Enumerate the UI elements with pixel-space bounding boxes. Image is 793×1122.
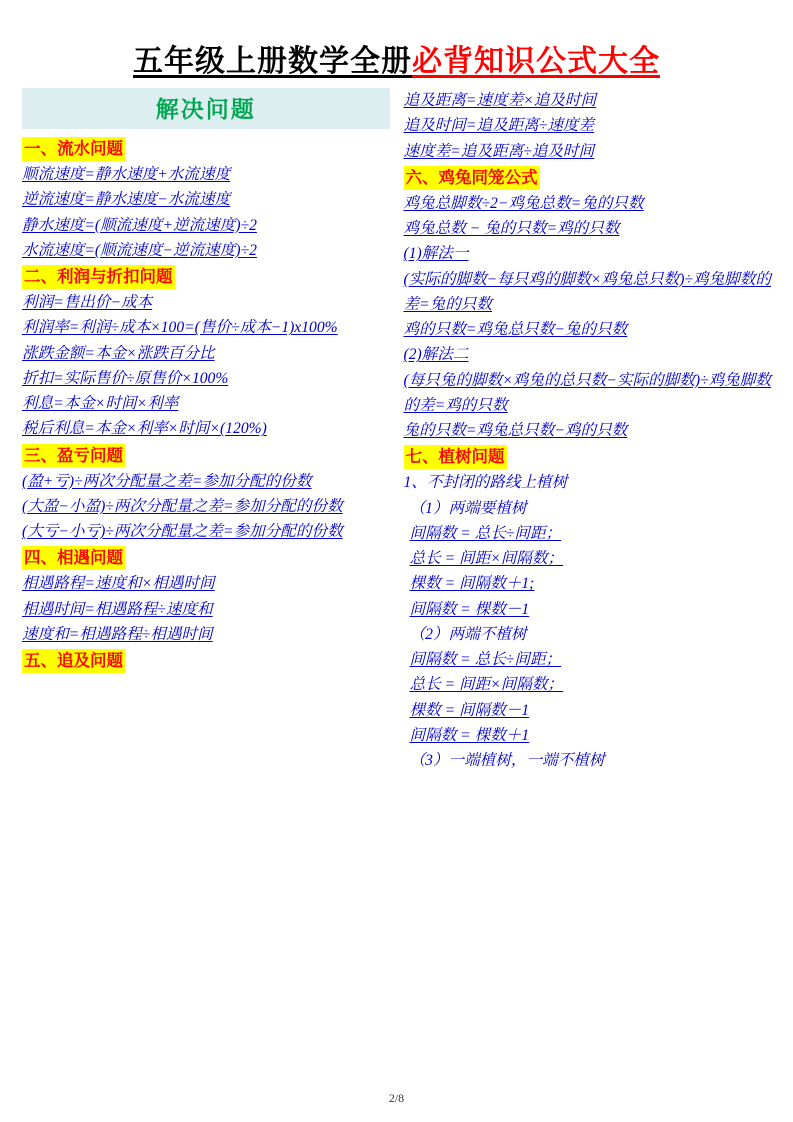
formula-line: 间隔数 = 棵数＋1 — [409, 726, 530, 744]
formula-line: 速度差=追及距离÷追及时间 — [403, 142, 595, 160]
formula-line: (1)解法一 — [403, 245, 469, 263]
formula-line: 间隔数 = 棵数－1 — [409, 600, 530, 618]
formula-line: 兔的只数=鸡兔总只数−鸡的只数 — [403, 422, 628, 439]
heading-group — [404, 443, 772, 470]
formula-line: 折扣=实际售价÷原售价×100% — [22, 369, 229, 387]
left-column — [22, 88, 390, 773]
formula-line: （2）两端不植树 — [409, 625, 527, 643]
formula-line: 逆流速度=静水速度−水流速度 — [22, 191, 231, 209]
page-title — [22, 36, 771, 80]
section-heading: 七、植树问题 — [404, 445, 507, 469]
formula-line: （3）一端植树，一端不植树 — [409, 752, 605, 769]
formula-line: 涨跌金额=本金×涨跌百分比 — [22, 344, 215, 362]
formula-line: (每只兔的脚数×鸡兔的总只数−实际的脚数)÷鸡兔脚数的差=鸡的只数 — [403, 371, 771, 414]
formula-line: 棵数 = 间隔数－1 — [409, 701, 530, 719]
heading-group — [22, 647, 390, 674]
formula-line: 鸡的只数=鸡兔总只数−兔的只数 — [403, 321, 628, 338]
section-heading: 四、相遇问题 — [22, 546, 125, 570]
formula-line: 间隔数 = 总长÷间距； — [409, 651, 562, 668]
page-number: 2/8 — [388, 1091, 405, 1105]
section-heading: 二、利润与折扣问题 — [22, 265, 175, 289]
formula-line: 间隔数 = 总长÷间距； — [409, 524, 562, 542]
section-heading: 五、追及问题 — [22, 649, 125, 673]
formula-line: (大盈−小盈)÷两次分配量之差=参加分配的份数 — [22, 497, 343, 515]
formula-line: 税后利息=本金×利率×时间×(120%) — [22, 420, 267, 438]
formula-line: 水流速度=(顺流速度−逆流速度)÷2 — [22, 241, 257, 259]
formula-line: 追及距离=速度差×追及时间 — [403, 92, 597, 109]
formula-line: 静水速度=(顺流速度+逆流速度)÷2 — [22, 216, 257, 234]
heading-group — [22, 544, 390, 571]
formula-line: （1）两端要植树 — [409, 499, 527, 517]
formula-line: 相遇路程=速度和×相遇时间 — [22, 575, 215, 593]
section-heading: 三、盈亏问题 — [22, 444, 125, 468]
section-heading: 一、流水问题 — [22, 137, 125, 161]
formula-line: 总长 = 间距×间隔数； — [409, 676, 564, 694]
formula-line: 鸡兔总数 − 兔的只数=鸡的只数 — [403, 220, 620, 237]
heading-group — [22, 442, 390, 469]
formula-line: 总长 = 间距×间隔数； — [409, 550, 564, 567]
formula-line: 1、不封闭的路线上植树 — [403, 474, 568, 492]
heading-group — [404, 164, 772, 191]
heading-group — [22, 135, 390, 162]
formula-line: 相遇时间=相遇路程÷速度和 — [22, 600, 213, 618]
two-column-body — [22, 88, 771, 773]
heading-group — [22, 263, 390, 290]
section-banner-label: 解决问题 — [155, 97, 256, 122]
formula-line: 利润率=利润÷成本×100=(售价÷成本−1)x100% — [22, 319, 338, 337]
formula-line: 利润=售出价−成本 — [22, 294, 153, 311]
formula-line: 棵数 = 间隔数＋1; — [409, 575, 535, 593]
formula-line: (盈+亏)÷两次分配量之差=参加分配的份数 — [22, 472, 312, 490]
formula-line: (2)解法二 — [403, 346, 469, 364]
formula-line: 速度和=相遇路程÷相遇时间 — [22, 625, 213, 643]
formula-line: (实际的脚数−每只鸡的脚数×鸡兔总只数)÷鸡兔脚数的差=兔的只数 — [403, 270, 771, 313]
formula-line: (大亏−小亏)÷两次分配量之差=参加分配的份数 — [22, 523, 343, 540]
formula-line: 追及时间=追及距离÷速度差 — [403, 117, 595, 135]
formula-line: 鸡兔总脚数÷2−鸡兔总数=兔的只数 — [403, 194, 644, 212]
section-banner — [22, 88, 390, 129]
formula-line: 顺流速度=静水速度+水流速度 — [22, 166, 231, 183]
right-column — [404, 88, 772, 773]
formula-line: 利息=本金×时间×利率 — [22, 395, 179, 412]
title-red-part: 必背知识公式大全 — [412, 45, 660, 78]
section-heading: 六、鸡兔同笼公式 — [404, 166, 540, 190]
title-black-part: 五年级上册数学全册 — [133, 45, 412, 78]
